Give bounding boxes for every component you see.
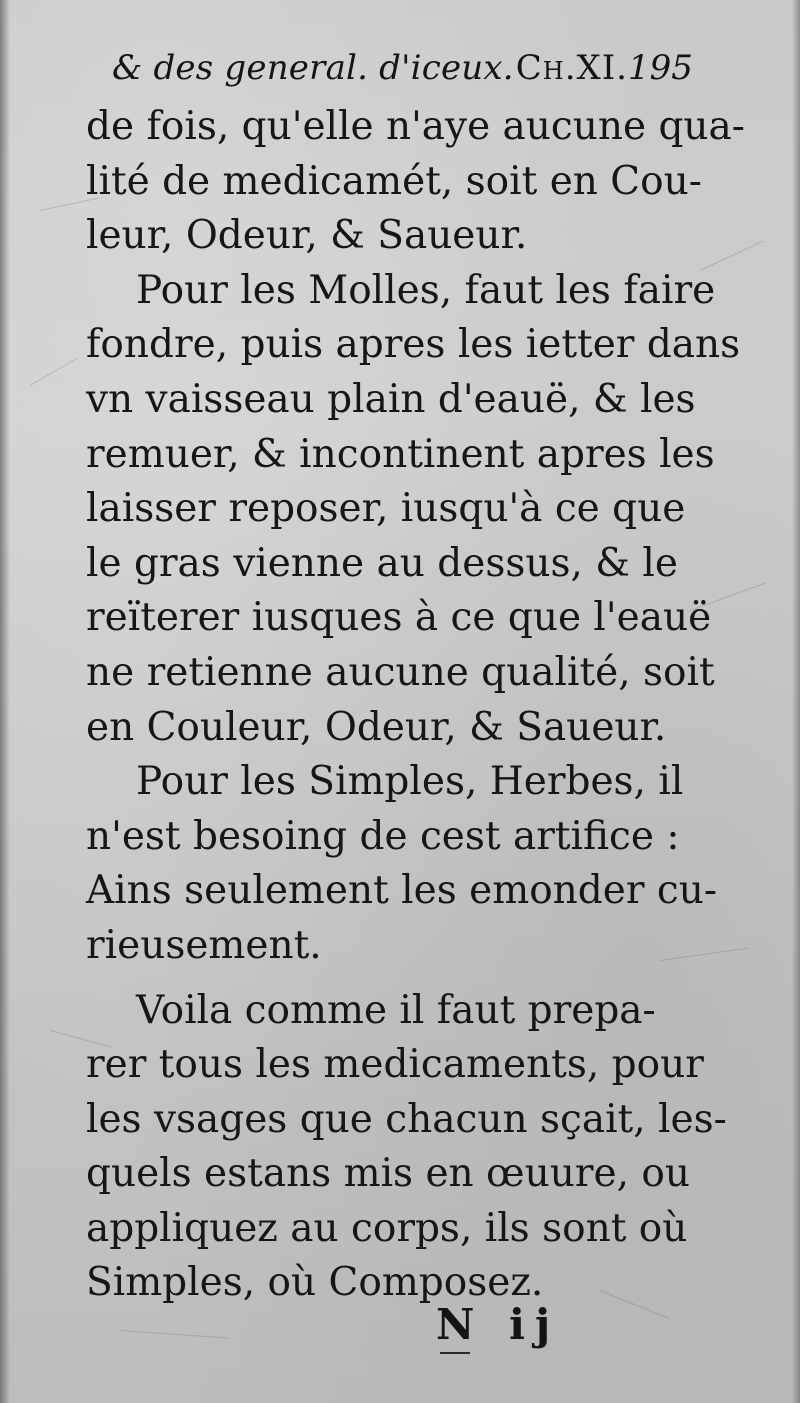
text-line: laisser reposer, iusqu'à ce que xyxy=(86,486,686,532)
text-line: rieusement. xyxy=(86,922,322,968)
page-number: 195 xyxy=(627,48,693,88)
text-line: n'est besoing de cest artifice : xyxy=(86,813,680,859)
text-line: appliquez au corps, ils sont où xyxy=(86,1205,688,1251)
text-line: lité de medicamét, soit en Cou- xyxy=(86,158,702,204)
paper-fiber xyxy=(30,358,78,386)
paper-fiber xyxy=(120,1330,230,1339)
text-line: de fois, qu'elle n'aye aucune qua- xyxy=(86,104,745,149)
text-line: remuer, & incontinent apres les xyxy=(86,431,715,477)
text-line: vn vaisseau plain d'eauë, & les xyxy=(86,376,696,422)
text-line: leur, Odeur, & Saueur. xyxy=(86,213,528,259)
text-line: Voila comme il faut prepa- xyxy=(136,987,656,1033)
text-line: rer tous les medicaments, pour xyxy=(86,1042,704,1088)
paper-fiber xyxy=(700,240,764,270)
text-line: en Couleur, Odeur, & Saueur. xyxy=(86,704,667,750)
page-edge-shadow-left xyxy=(0,0,10,1403)
text-line: Ains seulement les emonder cu- xyxy=(86,868,718,914)
text-line: reïterer iusques à ce que l'eauë xyxy=(86,595,712,641)
text-line: Pour les Molles, faut les faire xyxy=(136,267,716,313)
text-line: Simples, où Composez. xyxy=(86,1260,544,1306)
paper-fiber xyxy=(660,947,749,961)
running-head xyxy=(112,48,693,98)
running-head-chapter: Ch.XI. xyxy=(515,48,628,88)
text-line: Pour les Simples, Herbes, il xyxy=(136,759,684,805)
text-line: les vsages que chacun sçait, les- xyxy=(86,1096,727,1142)
text-line: ne retienne aucune qualité, soit xyxy=(86,649,715,695)
signature-rule xyxy=(440,1352,470,1354)
body-text xyxy=(86,100,745,1311)
text-line: le gras vienne au dessus, & le xyxy=(86,540,678,586)
text-line: quels estans mis en œuure, ou xyxy=(86,1151,690,1197)
signature-mark: N ij xyxy=(436,1300,561,1349)
text-line: fondre, puis apres les ietter dans xyxy=(86,322,741,368)
page-edge-shadow-right xyxy=(792,0,800,1403)
paragraph-spacer xyxy=(86,974,646,984)
running-head-title: & des general. d'iceux. xyxy=(112,48,514,88)
